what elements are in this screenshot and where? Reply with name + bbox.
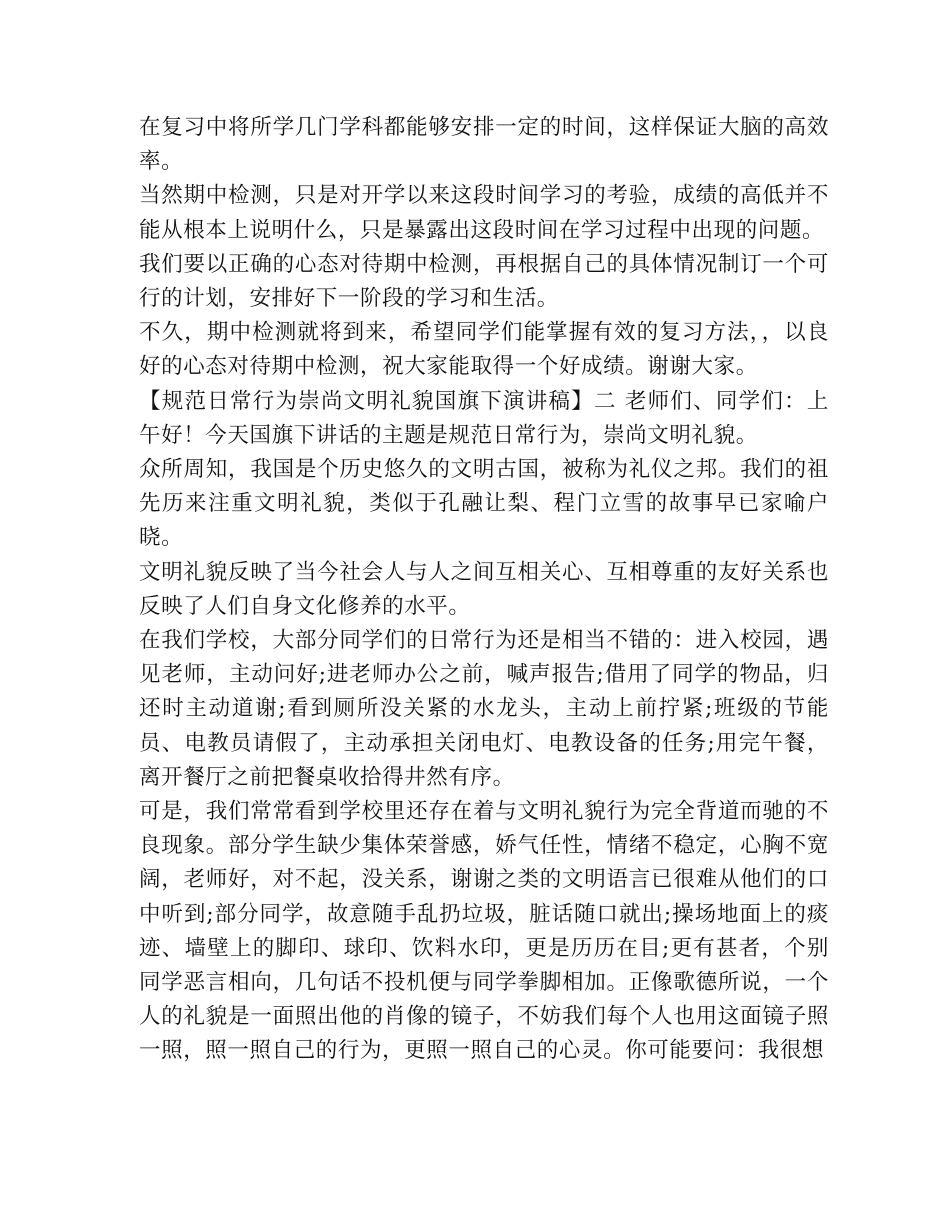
document-body — [139, 111, 829, 1069]
paragraph: 当然期中检测，只是对开学以来这段时间学习的考验，成绩的高低并不能从根本上说明什么，只是暴露出这段时间在学习过程中出现的问题。 — [139, 183, 829, 243]
paragraph: 【规范日常行为崇尚文明礼貌国旗下演讲稿】二 老师们、同学们：上午好！今天国旗下讲话的主题是规范日常行为，崇尚文明礼貌。 — [139, 388, 829, 448]
paragraph: 可是，我们常常看到学校里还存在着与文明礼貌行为完全背道而驰的不良现象。部分学生缺少集体荣誉感，娇气任性，情绪不稳定，心胸不宽阔，老师好，对不起，没关系，谢谢之类的文明语言已很难从他们的口中听到;部分同学，故意随手乱扔垃圾，脏话随口就出;操场地面上的痰迹、墙壁上的脚印、球印、饮料水印，更是历历在目;更有甚者，个别同学恶言相向，几句话不投机便与同学拳脚相加。正像歌德所说，一个人的礼貌是一面照出他的肖像的镜子，不妨我们每个人也用这面镜子照一照，照一照自己的行为，更照一照自己的心灵。你可能要问：我很想 — [139, 799, 829, 1064]
paragraph: 在我们学校，大部分同学们的日常行为还是相当不错的：进入校园，遇见老师，主动问好;进老师办公之前，喊声报告;借用了同学的物品，归还时主动道谢;看到厕所没关紧的水龙头，主动上前拧紧;班级的节能员、电教员请假了，主动承担关闭电灯、电教设备的任务;用完午餐，离开餐厅之前把餐桌收拾得井然有序。 — [139, 628, 829, 790]
paragraph: 不久，期中检测就将到来，希望同学们能掌握有效的复习方法，，以良好的心态对待期中检测，祝大家能取得一个好成绩。谢谢大家。 — [139, 320, 829, 380]
paragraph: 众所周知，我国是个历史悠久的文明古国，被称为礼仪之邦。我们的祖先历来注重文明礼貌，类似于孔融让梨、程门立雪的故事早已家喻户晓。 — [139, 457, 829, 551]
paragraph: 在复习中将所学几门学科都能够安排一定的时间，这样保证大脑的高效率。 — [139, 115, 829, 175]
paragraph: 我们要以正确的心态对待期中检测，再根据自己的具体情况制订一个可行的计划，安排好下一阶段的学习和生活。 — [139, 251, 829, 312]
paragraph: 文明礼貌反映了当今社会人与人之间互相关心、互相尊重的友好关系也反映了人们自身文化修养的水平。 — [139, 559, 829, 619]
